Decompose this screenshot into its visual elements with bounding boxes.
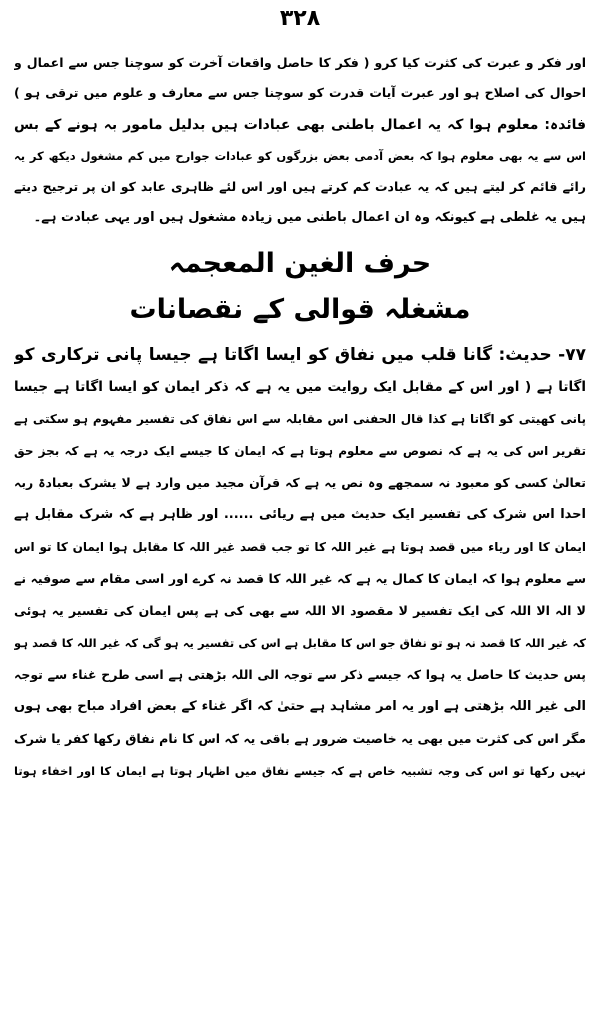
text-line: اور فکر و عبرت کی کثرت کیا کرو ( فکر کا حاصل واقعات آخرت کو سوچنا جس سے اعمال و: [14, 55, 586, 70]
text-line: تقریر اس کی یہ ہے کہ نصوص سے معلوم ہوتا ہے کہ ایمان کا جیسے ایک درجہ یہ ہے کہ بجز حق: [14, 444, 586, 458]
subsection-heading: مشغلہ قوالی کے نقصانات: [129, 294, 471, 325]
text-line: فائدہ: معلوم ہوا کہ یہ اعمال باطنی بھی عبادات ہیں بدلیل مامور بہ ہونے کے بس: [14, 117, 586, 133]
text-line: احدا اس شرک کی تفسیر ایک حدیث میں ہے ریائی ...... اور ظاہر ہے کہ شرک مقابل ہے: [14, 507, 586, 522]
text-line: اگاتا ہے ( اور اس کے مقابل ایک روایت میں یہ ہے کہ ذکر ایمان کو ایسا اگاتا ہے جیسا: [14, 379, 586, 395]
text-line: ہیں یہ غلطی ہے کیونکہ وہ ان اعمال باطنی میں زیادہ مشغول ہیں اور یہی عبادت ہے۔: [33, 210, 586, 225]
text-line: رائے قائم کر لیتے ہیں کہ یہ عبادت کم کرتے ہیں اور اس لئے ظاہری عابد کو ان پر ترجیح دیتے: [14, 179, 586, 194]
section-heading: حرف الغین المعجمہ: [168, 248, 432, 279]
text-line: تعالیٰ کسی کو معبود نہ سمجھے وہ نص یہ ہے کہ قرآن مجید میں وارد ہے لا یشرک بعبادۃ ربہ: [14, 475, 586, 490]
text-line: الی غیر اللہ بڑھتی ہے اور یہ امر مشاہد ہے حتیٰ کہ اگر غناء کے بعض افراد مباح بھی ہوں: [14, 699, 586, 714]
page-number: ۳۲۸: [279, 6, 321, 31]
text-line: احوال کی اصلاح ہو اور عبرت آیات قدرت کو سوچنا جس سے معارف و علوم میں ترقی ہو ): [14, 85, 586, 100]
text-line: لا الہ الا اللہ کی ایک تفسیر لا مقصود الا اللہ سے بھی کی ہے پس ایمان کی تفسیر یہ ہوئی: [14, 603, 586, 618]
text-line: ۷۷- حدیث: گانا قلب میں نفاق کو ایسا اگاتا ہے جیسا پانی ترکاری کو: [14, 345, 586, 365]
text-line: نہیں رکھا تو اس کی وجہ تشبیہ خاص ہے کہ جیسے نفاق میں اظہار ہوتا ہے ایمان کا اور اخفاء ہوتا: [14, 764, 586, 778]
text-line: سے معلوم ہوا کہ ایمان کا کمال یہ ہے کہ غیر اللہ کا قصد نہ کرے اور اسی مقام سے صوفیہ نے: [14, 571, 586, 586]
text-line: کہ غیر اللہ کا قصد نہ ہو تو نفاق جو اس کا مقابل ہے اس کی تفسیر یہ ہو گی کہ غیر اللہ کا قصد ہو: [14, 636, 586, 650]
text-line: پس حدیث کا حاصل یہ ہوا کہ جیسے ذکر سے توجہ الی اللہ بڑھتی ہے اسی طرح غناء سے توجہ: [14, 667, 586, 682]
text-line: مگر اس کی کثرت میں بھی یہ خاصیت ضرور ہے باقی یہ کہ اس کا نام نفاق رکھا کفر یا شرک: [14, 731, 586, 746]
text-line: ایمان کا اور ریاء میں قصد ہوتا ہے غیر اللہ کا تو جب قصد غیر اللہ کا مقابل ہوا ایمان کا تو اس: [14, 540, 586, 554]
text-line: اس سے یہ بھی معلوم ہوا کہ بعض آدمی بعض بزرگوں کو عبادات جوارح میں کم مشغول دیکھ کر یہ: [14, 149, 586, 163]
text-line: پانی کھیتی کو اگاتا ہے کذا قال الحفنی اس مقابلہ سے اس نفاق کی تفسیر مفہوم ہو سکتی ہے: [14, 412, 586, 426]
